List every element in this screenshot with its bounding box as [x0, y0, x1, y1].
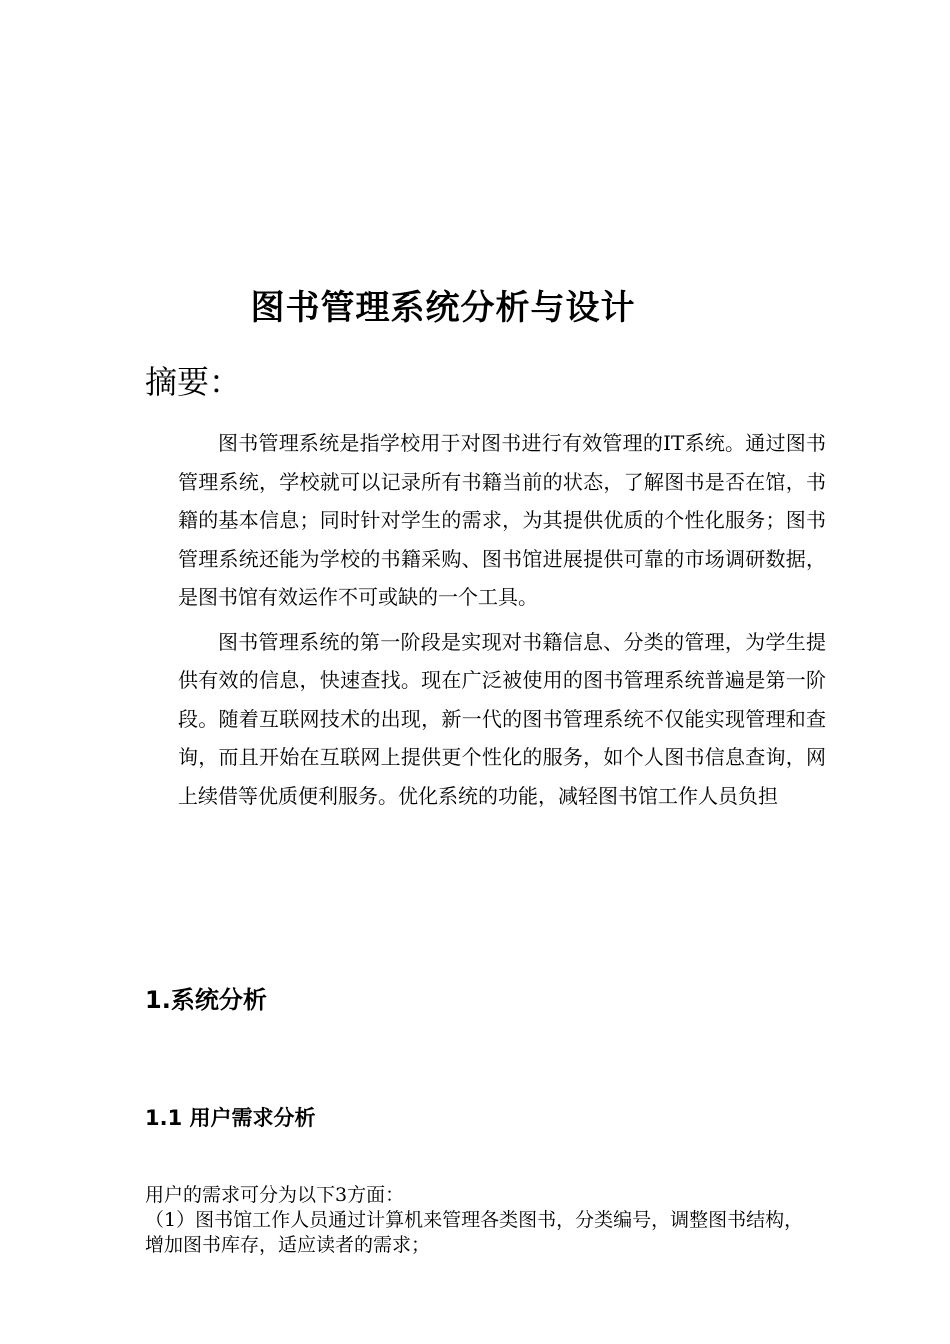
requirements-block [145, 1183, 810, 1258]
abstract-body [178, 424, 826, 821]
abstract-paragraph: 图书管理系统是指学校用于对图书进行有效管理的IT系统。通过图书管理系统，学校就可以记录所有书籍当前的状态，了解图书是否在馆，书籍的基本信息；同时针对学生的需求，为其提供优质的个性化服务；图书管理系统还能为学校的书籍采购、图书馆进展提供可靠的市场调研数据，是图书馆有效运作不可或缺的一个工具。 [178, 431, 826, 609]
section-heading-system-analysis: 1.系统分析 [145, 986, 267, 1014]
abstract-paragraph: 图书管理系统的第一阶段是实现对书籍信息、分类的管理，为学生提供有效的信息，快速查找。现在广泛被使用的图书管理系统普遍是第一阶段。随着互联网技术的出现，新一代的图书管理系统不仅能实现管理和查询，而且开始在互联网上提供更个性化的服务，如个人图书信息查询，网上续借等优质便利服务。优化系统的功能，减轻图书馆工作人员负担 [178, 629, 826, 808]
abstract-label: 摘要： [145, 363, 242, 401]
section-heading-user-requirements: 1.1 用户需求分析 [145, 1106, 316, 1130]
requirement-item: （1）图书馆工作人员通过计算机来管理各类图书，分类编号，调整图书结构，增加图书库存，适应读者的需求； [145, 1209, 804, 1256]
document-title: 图书管理系统分析与设计 [250, 288, 636, 328]
requirements-intro: 用户的需求可分为以下3方面： [145, 1184, 405, 1206]
